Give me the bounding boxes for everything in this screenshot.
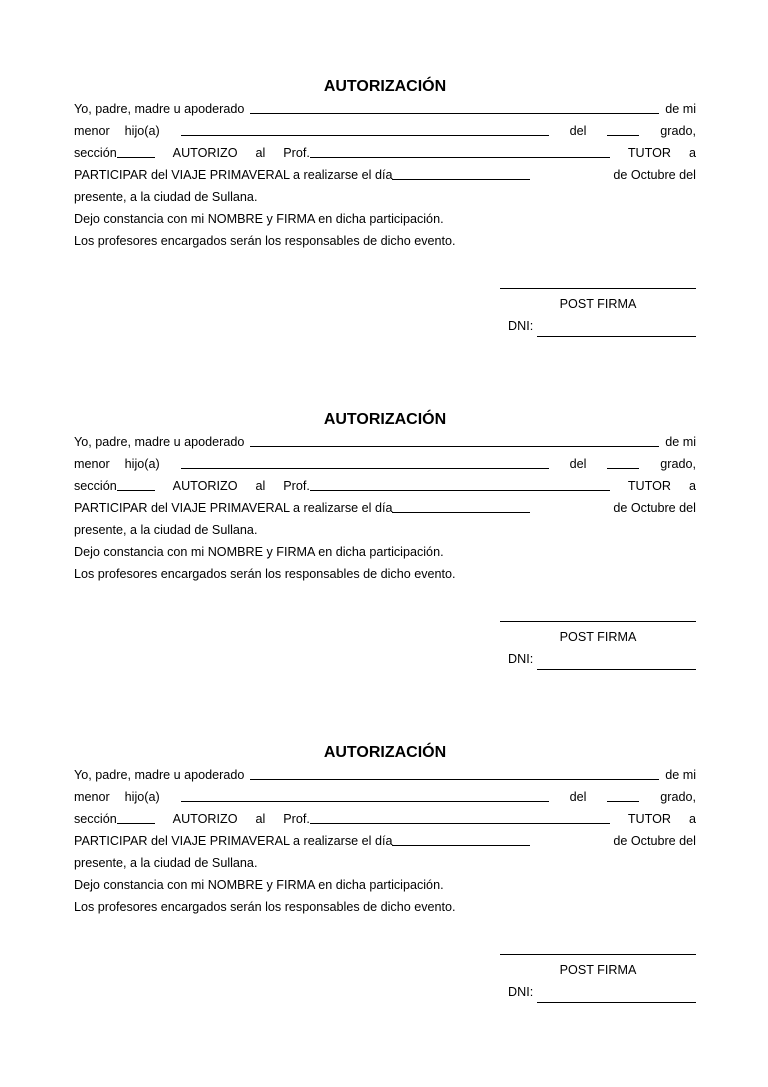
signature-label: POST FIRMA (559, 630, 637, 644)
text-segment: TUTOR (627, 479, 671, 493)
text-segment: a (688, 479, 696, 493)
grade-field[interactable] (607, 453, 639, 469)
day-field[interactable] (392, 164, 530, 180)
signature-block (500, 274, 696, 337)
signature-block (500, 607, 696, 670)
section-field[interactable] (117, 808, 155, 824)
text-segment: de mi (665, 102, 696, 116)
dni-field[interactable] (537, 322, 696, 337)
authorization-form-2 (74, 409, 696, 666)
text-segment: AUTORIZO (172, 812, 238, 826)
text-line: Los profesores encargados serán los responsables de dicho evento. (74, 567, 456, 581)
text-line (74, 142, 696, 164)
child-name-field[interactable] (181, 786, 549, 802)
grade-field[interactable] (607, 786, 639, 802)
form-title: AUTORIZACIÓN (323, 78, 447, 95)
section-field[interactable] (117, 475, 155, 491)
text-segment: menor (74, 124, 110, 138)
text-segment: del (569, 124, 587, 138)
signature-field[interactable] (500, 607, 696, 622)
text-segment: grado, (660, 124, 696, 138)
signature-label: POST FIRMA (559, 297, 637, 311)
text-line: presente, a la ciudad de Sullana. (74, 190, 258, 204)
text-line (74, 120, 696, 142)
text-segment: Prof. (283, 146, 310, 160)
text-segment: hijo(a) (124, 790, 160, 804)
grade-field[interactable] (607, 120, 639, 136)
text-segment: Yo, padre, madre u apoderado (74, 435, 245, 449)
guardian-name-field[interactable] (250, 98, 659, 114)
signature-field[interactable] (500, 274, 696, 289)
text-segment: grado, (660, 790, 696, 804)
teacher-name-field[interactable] (310, 475, 610, 491)
text-segment: de mi (665, 768, 696, 782)
text-line: Dejo constancia con mi NOMBRE y FIRMA en dicha participación. (74, 878, 444, 892)
text-segment: del (569, 457, 587, 471)
text-line (74, 786, 696, 808)
text-line (74, 453, 696, 475)
dni-label: DNI: (508, 985, 534, 999)
text-line: presente, a la ciudad de Sullana. (74, 856, 258, 870)
text-segment: de mi (665, 435, 696, 449)
signature-block (500, 940, 696, 1003)
text-segment: AUTORIZO (172, 479, 238, 493)
text-segment: hijo(a) (124, 124, 160, 138)
form-title: AUTORIZACIÓN (323, 411, 447, 428)
text-segment: Yo, padre, madre u apoderado (74, 102, 245, 116)
text-segment: AUTORIZO (172, 146, 238, 160)
text-segment: PARTICIPAR del VIAJE PRIMAVERAL a realizarse el día (74, 168, 393, 182)
text-line (74, 98, 696, 120)
form-title: AUTORIZACIÓN (323, 744, 447, 761)
authorization-form-3 (74, 742, 696, 999)
child-name-field[interactable] (181, 120, 549, 136)
text-segment: hijo(a) (124, 457, 160, 471)
text-line (74, 764, 696, 786)
text-segment: Prof. (283, 479, 310, 493)
text-segment: PARTICIPAR del VIAJE PRIMAVERAL a realizarse el día (74, 834, 393, 848)
text-line: Dejo constancia con mi NOMBRE y FIRMA en dicha participación. (74, 212, 444, 226)
text-line (74, 431, 696, 453)
text-line (74, 164, 696, 186)
dni-field[interactable] (537, 655, 696, 670)
text-segment: TUTOR (627, 146, 671, 160)
text-segment: sección (74, 479, 117, 493)
text-segment: de Octubre del (613, 501, 696, 515)
dni-row (500, 648, 696, 670)
text-segment: a (688, 812, 696, 826)
text-line: Los profesores encargados serán los responsables de dicho evento. (74, 234, 456, 248)
guardian-name-field[interactable] (250, 764, 659, 780)
text-segment: al (255, 146, 266, 160)
text-line (74, 808, 696, 830)
text-line: Los profesores encargados serán los responsables de dicho evento. (74, 900, 456, 914)
teacher-name-field[interactable] (310, 142, 610, 158)
dni-row (500, 981, 696, 1003)
text-segment: a (688, 146, 696, 160)
text-segment: al (255, 479, 266, 493)
signature-label: POST FIRMA (559, 963, 637, 977)
text-segment: Prof. (283, 812, 310, 826)
text-segment: menor (74, 457, 110, 471)
child-name-field[interactable] (181, 453, 549, 469)
text-line (74, 475, 696, 497)
text-segment: PARTICIPAR del VIAJE PRIMAVERAL a realizarse el día (74, 501, 393, 515)
text-segment: del (569, 790, 587, 804)
text-segment: de Octubre del (613, 168, 696, 182)
text-line: Dejo constancia con mi NOMBRE y FIRMA en dicha participación. (74, 545, 444, 559)
guardian-name-field[interactable] (250, 431, 659, 447)
text-segment: sección (74, 812, 117, 826)
text-segment: TUTOR (627, 812, 671, 826)
section-field[interactable] (117, 142, 155, 158)
dni-label: DNI: (508, 319, 534, 333)
text-segment: sección (74, 146, 117, 160)
text-line (74, 830, 696, 852)
day-field[interactable] (392, 830, 530, 846)
text-segment: menor (74, 790, 110, 804)
day-field[interactable] (392, 497, 530, 513)
authorization-form-1 (74, 76, 696, 333)
signature-field[interactable] (500, 940, 696, 955)
dni-field[interactable] (537, 988, 696, 1003)
text-segment: de Octubre del (613, 834, 696, 848)
text-line (74, 497, 696, 519)
text-segment: grado, (660, 457, 696, 471)
dni-row (500, 315, 696, 337)
text-line: presente, a la ciudad de Sullana. (74, 523, 258, 537)
dni-label: DNI: (508, 652, 534, 666)
teacher-name-field[interactable] (310, 808, 610, 824)
text-segment: Yo, padre, madre u apoderado (74, 768, 245, 782)
text-segment: al (255, 812, 266, 826)
